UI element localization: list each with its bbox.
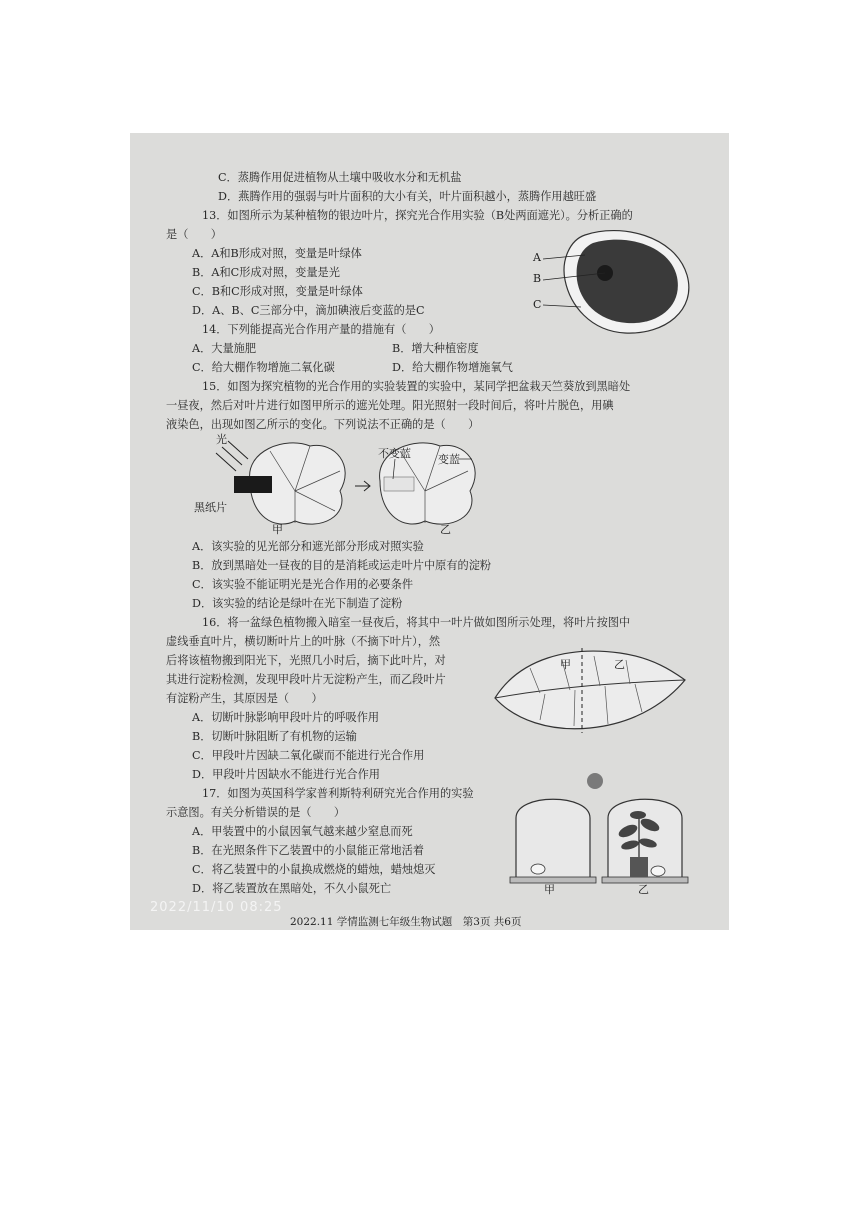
text-line: 液染色，出现如图乙所示的变化。下列说法不正确的是（ ） bbox=[166, 418, 480, 431]
text-line: D．该实验的结论是绿叶在光下制造了淀粉 bbox=[192, 597, 403, 610]
text-line: A．切断叶脉影响甲段叶片的呼吸作用 bbox=[192, 711, 380, 724]
text-line: B．在光照条件下乙装置中的小鼠能正常地活着 bbox=[192, 844, 424, 857]
text-line: 14．下列能提高光合作用产量的措施有（ ） bbox=[202, 323, 440, 336]
text-line: C．蒸腾作用促进植物从土壤中吸收水分和无机盐 bbox=[218, 171, 462, 184]
page-footer: 2022.11 学情监测七年级生物试题 第3页 共6页 bbox=[290, 916, 522, 928]
figure-17-bell-jars bbox=[508, 773, 718, 896]
leaf-cut-diagram bbox=[490, 638, 690, 738]
text-line: C．将乙装置中的小鼠换成燃烧的蜡烛，蜡烛熄灭 bbox=[192, 863, 436, 876]
label-black-paper: 黑纸片 bbox=[194, 501, 227, 514]
text-line: D．将乙装置放在黑暗处，不久小鼠死亡 bbox=[192, 882, 392, 895]
text-line: D．甲段叶片因缺水不能进行光合作用 bbox=[192, 768, 380, 781]
text-line: A．该实验的见光部分和遮光部分形成对照实验 bbox=[192, 540, 424, 553]
text-line: 16．将一盆绿色植物搬入暗室一昼夜后，将其中一叶片做如图所示处理，将叶片按图中 bbox=[202, 616, 631, 629]
text-line: 其进行淀粉检测，发现甲段叶片无淀粉产生，而乙段叶片 bbox=[166, 673, 446, 686]
text-line: B．切断叶脉阻断了有机物的运输 bbox=[192, 730, 357, 743]
figure-16-leaf bbox=[490, 638, 690, 738]
text-line: 13．如图所示为某种植物的银边叶片，探究光合作用实验（B处两面遮光）。分析正确的 bbox=[202, 209, 633, 222]
label-c: C bbox=[533, 298, 542, 311]
label-b: B bbox=[533, 272, 542, 285]
text-line: 后将该植物搬到阳光下，光照几小时后，摘下此叶片，对 bbox=[166, 654, 446, 667]
text-line: D．给大棚作物增施氧气 bbox=[392, 361, 513, 374]
label-yi: 乙 bbox=[440, 523, 451, 536]
text-line: D．燕腾作用的强弱与叶片面积的大小有关，叶片面积越小，蒸腾作用越旺盛 bbox=[218, 190, 597, 203]
label-yi: 乙 bbox=[614, 658, 625, 671]
photo-timestamp: 2022/11/10 08:25 bbox=[150, 900, 283, 915]
text-line: A．A和B形成对照，变量是叶绿体 bbox=[192, 247, 362, 260]
leaf-diagram bbox=[525, 225, 700, 340]
text-line: 有淀粉产生，其原因是（ ） bbox=[166, 692, 323, 705]
text-line: C．该实验不能证明光是光合作用的必要条件 bbox=[192, 578, 414, 591]
text-line: 一昼夜，然后对叶片进行如图甲所示的遮光处理。阳光照射一段时间后，将叶片脱色，用碘 bbox=[166, 399, 614, 412]
figure-15-leaves bbox=[190, 431, 480, 536]
label-light: 光 bbox=[216, 433, 227, 446]
label-a: A bbox=[533, 251, 541, 264]
text-line: 17．如图为英国科学家普利斯特利研究光合作用的实验 bbox=[202, 787, 474, 800]
label-not-blue: 不变蓝 bbox=[378, 447, 411, 460]
text-line: C．B和C形成对照，变量是叶绿体 bbox=[192, 285, 363, 298]
text-line: B．增大种植密度 bbox=[392, 342, 479, 355]
text-line: 是（ ） bbox=[166, 228, 222, 241]
text-line: C．甲段叶片因缺二氧化碳而不能进行光合作用 bbox=[192, 749, 425, 762]
text-line: 示意图。有关分析错误的是（ ） bbox=[166, 806, 346, 819]
text-line: B．放到黑暗处一昼夜的目的是消耗或运走叶片中原有的淀粉 bbox=[192, 559, 492, 572]
label-jia: 甲 bbox=[272, 523, 283, 536]
label-yi: 乙 bbox=[638, 883, 649, 896]
text-line: B．A和C形成对照，变量是光 bbox=[192, 266, 340, 279]
label-jia: 甲 bbox=[544, 883, 555, 896]
text-line: 15．如图为探究植物的光合作用的实验装置的实验中，某同学把盆栽天竺葵放到黑暗处 bbox=[202, 380, 631, 393]
exam-page bbox=[130, 133, 729, 930]
text-line: C．给大棚作物增施二氧化碳 bbox=[192, 361, 335, 374]
text-line: 虚线垂直叶片，横切断叶片上的叶脉（不摘下叶片），然 bbox=[166, 635, 441, 648]
text-line: D．A、B、C三部分中，滴加碘液后变蓝的是C bbox=[192, 304, 425, 317]
text-line: A．大量施肥 bbox=[192, 342, 257, 355]
label-blue: 变蓝 bbox=[438, 453, 460, 466]
text-line: A．甲装置中的小鼠因氧气越来越少窒息而死 bbox=[192, 825, 413, 838]
label-jia: 甲 bbox=[560, 658, 571, 671]
bell-jar-diagram bbox=[508, 773, 718, 893]
figure-13-leaf bbox=[525, 225, 700, 340]
leaf-shading-diagram bbox=[190, 431, 480, 536]
